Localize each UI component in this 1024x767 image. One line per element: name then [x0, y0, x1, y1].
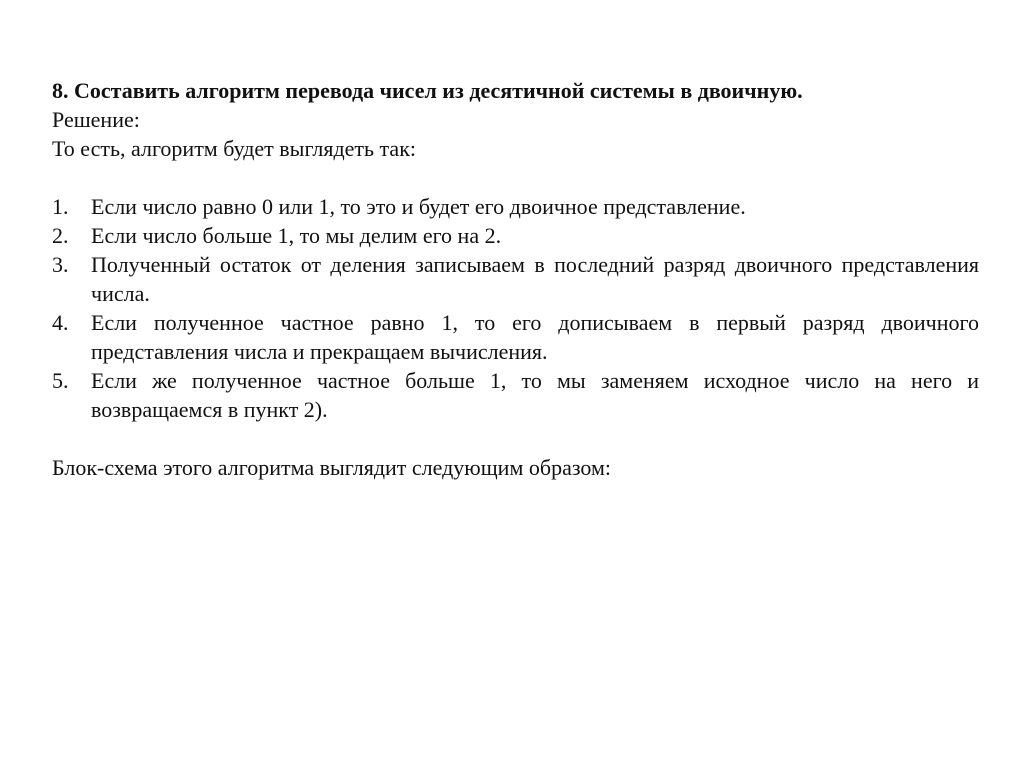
step-number: 3.: [52, 252, 69, 277]
flowchart-caption: Блок-схема этого алгоритма выглядит следующим образом:: [52, 455, 612, 480]
document-page: [52, 76, 979, 482]
step-text: Полученный остаток от деления записываем в последний разряд двоичного представления числа.: [91, 252, 979, 306]
step-text: Если же полученное частное больше 1, то мы заменяем исходное число на него и возвращаемся в пункт 2).: [91, 368, 979, 422]
list-item: [52, 366, 979, 424]
step-number: 1.: [52, 194, 69, 219]
step-text: Если полученное частное равно 1, то его дописываем в первый разряд двоичного представления числа и прекращаем вычисления.: [91, 310, 979, 364]
task-title: 8. Составить алгоритм перевода чисел из десятичной системы в двоичную.: [52, 78, 803, 103]
intro-text: То есть, алгоритм будет выглядеть так:: [52, 136, 416, 161]
step-text: Если число больше 1, то мы делим его на 2.: [91, 223, 502, 248]
algorithm-steps-list: [52, 192, 979, 424]
list-item: [52, 192, 979, 221]
list-item: [52, 221, 979, 250]
list-item: [52, 308, 979, 366]
solution-label: Решение:: [52, 107, 140, 132]
step-number: 2.: [52, 223, 69, 248]
list-item: [52, 250, 979, 308]
step-number: 4.: [52, 310, 69, 335]
step-number: 5.: [52, 368, 69, 393]
blank-line: [52, 424, 979, 453]
step-text: Если число равно 0 или 1, то это и будет его двоичное представление.: [91, 194, 746, 219]
blank-line: [52, 163, 979, 192]
